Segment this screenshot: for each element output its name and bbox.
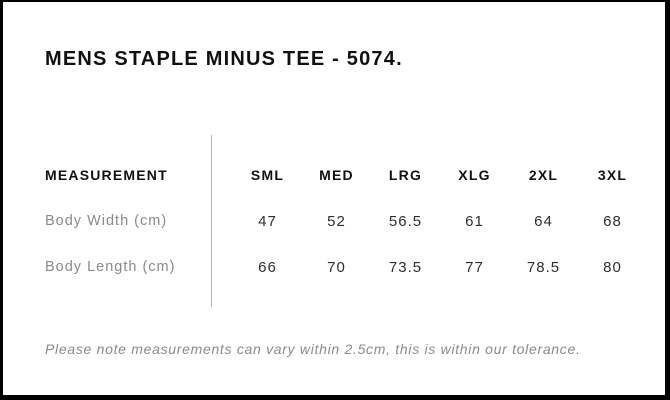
- cell-body-length-2xl: 78.5: [526, 258, 561, 276]
- column-header-3xl: 3XL: [597, 167, 628, 183]
- table-row-body-width: [45, 198, 647, 244]
- cell-body-length-xlg: 77: [465, 258, 484, 276]
- cell-body-width-med: 52: [327, 212, 346, 230]
- cell-body-width-lrg: 56.5: [388, 212, 423, 230]
- cell-body-length-sml: 66: [258, 258, 277, 276]
- table-header-row: [45, 152, 647, 198]
- table-row-body-length: [45, 244, 647, 290]
- cell-body-width-3xl: 68: [603, 212, 622, 230]
- cell-body-width-sml: 47: [258, 212, 277, 230]
- cell-body-length-med: 70: [327, 258, 346, 276]
- cell-body-width-2xl: 64: [534, 212, 553, 230]
- cell-body-length-3xl: 80: [603, 258, 622, 276]
- column-header-2xl: 2XL: [528, 167, 559, 183]
- cell-body-length-lrg: 73.5: [388, 258, 423, 276]
- cell-body-width-xlg: 61: [465, 212, 484, 230]
- row-label-body-width: Body Width (cm): [45, 213, 168, 229]
- column-header-sml: SML: [250, 167, 285, 183]
- column-header-xlg: XLG: [458, 167, 491, 183]
- column-header-lrg: LRG: [388, 167, 423, 183]
- row-label-body-length: Body Length (cm): [45, 259, 176, 275]
- column-header-measurement: MEASUREMENT: [45, 167, 168, 183]
- column-header-med: MED: [319, 167, 354, 183]
- tolerance-note: Please note measurements can vary within 2.5cm, this is within our tolerance.: [45, 341, 581, 357]
- size-table: [45, 152, 647, 290]
- product-title: MENS STAPLE MINUS TEE - 5074.: [45, 48, 403, 70]
